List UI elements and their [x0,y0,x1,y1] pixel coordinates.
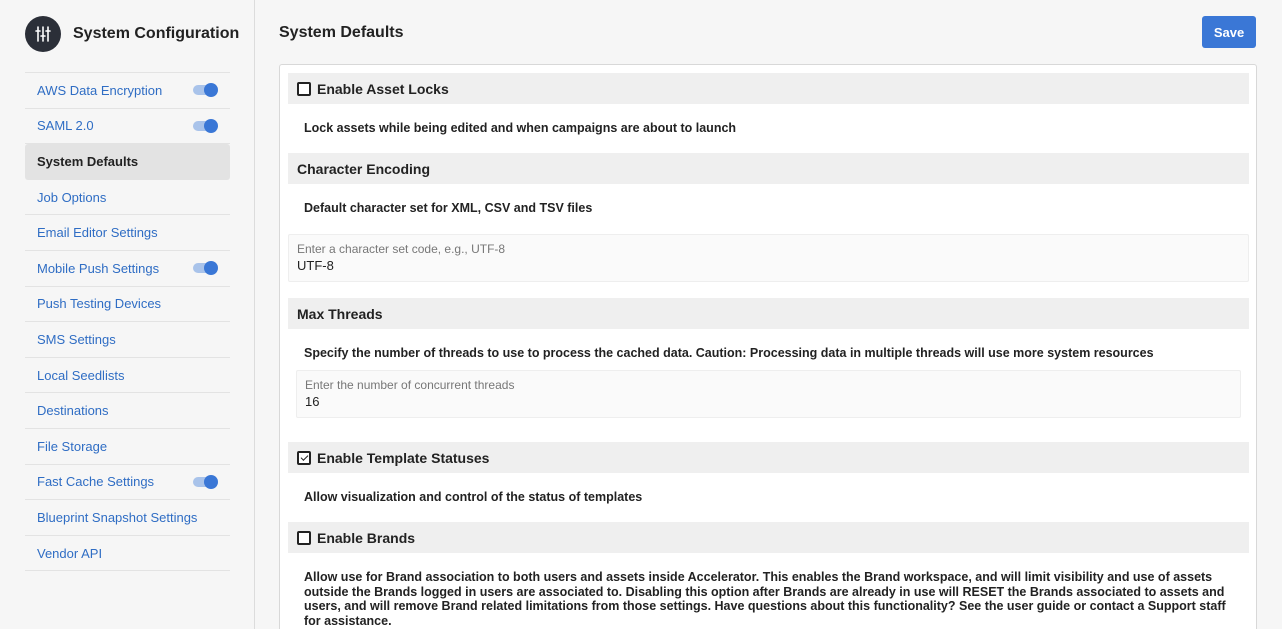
sidebar-item-system-defaults[interactable] [25,144,230,180]
sidebar-item-local-seedlists[interactable] [25,358,230,394]
sidebar-item-sms-settings[interactable] [25,322,230,358]
app-title: System Configuration [73,25,240,42]
asset-locks-checkbox[interactable] [297,82,311,96]
asset-locks-description: Lock assets while being edited and when campaigns are about to launch [304,121,737,135]
sidebar-nav [25,72,230,571]
section-asset-locks-header [288,73,1249,104]
character-encoding-input[interactable] [297,258,597,273]
sidebar-item-email-editor-settings[interactable] [25,215,230,251]
app-header [25,16,239,52]
sidebar-item-label: SMS Settings [37,331,116,347]
toggle-switch[interactable] [193,85,217,95]
toggle-switch[interactable] [193,121,217,131]
sidebar-item-label: AWS Data Encryption [37,82,163,98]
section-max-threads-header [288,298,1249,329]
sidebar-item-fast-cache-settings[interactable] [25,465,230,501]
max-threads-input[interactable] [305,394,605,409]
toggle-switch[interactable] [193,477,217,487]
section-title: Enable Asset Locks [317,80,449,97]
sidebar-item-aws-data-encryption[interactable] [25,73,230,109]
section-title: Character Encoding [297,160,431,177]
encoding-description: Default character set for XML, CSV and TSV files [304,201,593,215]
sidebar-item-job-options[interactable] [25,180,230,216]
section-brands-header [288,522,1249,553]
section-title: Enable Template Statuses [317,449,490,466]
settings-panel [279,64,1257,629]
sidebar-item-mobile-push-settings[interactable] [25,251,230,287]
sidebar-item-label: SAML 2.0 [37,118,94,134]
sidebar-item-label: Email Editor Settings [37,225,158,241]
template-statuses-description: Allow visualization and control of the status of templates [304,490,643,504]
section-title: Max Threads [297,305,383,322]
field-placeholder: Enter a character set code, e.g., UTF-8 [297,242,506,256]
sidebar-item-vendor-api[interactable] [25,536,230,572]
sidebar [0,0,255,629]
brands-checkbox[interactable] [297,531,311,545]
sliders-icon [25,16,61,52]
sidebar-item-label: System Defaults [37,153,139,169]
max-threads-field[interactable] [296,370,1241,418]
sidebar-item-label: Job Options [37,189,107,205]
section-character-encoding-header [288,153,1249,184]
sidebar-item-label: Fast Cache Settings [37,474,155,490]
sidebar-item-saml[interactable] [25,109,230,145]
brands-description: Allow use for Brand association to both users and assets inside Accelerator. This enables the Brand workspace, and will limit visibility and use of assets outside the Brands logged in users are associated to. Disabling this option after Brands are already in use will RESET the Brands associated to assets and users, and will remove Brand related limitations from those settings. Have questions about this functionality? See the user guide or contact a Support staff for assistance. [304,570,1226,628]
field-placeholder: Enter the number of concurrent threads [305,378,515,392]
sidebar-item-label: Mobile Push Settings [37,260,160,276]
save-button[interactable]: Save [1202,16,1256,48]
sidebar-item-blueprint-snapshot-settings[interactable] [25,500,230,536]
sidebar-item-label: File Storage [37,438,108,454]
template-statuses-checkbox[interactable] [297,451,311,465]
toggle-switch[interactable] [193,263,217,273]
sidebar-item-destinations[interactable] [25,393,230,429]
page-title: System Defaults [279,24,404,41]
threads-description: Specify the number of threads to use to process the cached data. Caution: Processing data in multiple threads will use more system resources [304,346,1154,360]
character-encoding-field[interactable] [288,234,1249,282]
sidebar-item-label: Vendor API [37,545,103,561]
sidebar-item-push-testing-devices[interactable] [25,287,230,323]
checkmark-icon [300,453,308,461]
sidebar-item-label: Push Testing Devices [37,296,162,312]
section-title: Enable Brands [317,529,416,546]
sidebar-item-label: Destinations [37,403,109,419]
sidebar-item-label: Local Seedlists [37,367,125,383]
sidebar-item-file-storage[interactable] [25,429,230,465]
section-template-statuses-header [288,442,1249,473]
sidebar-item-label: Blueprint Snapshot Settings [37,509,198,525]
